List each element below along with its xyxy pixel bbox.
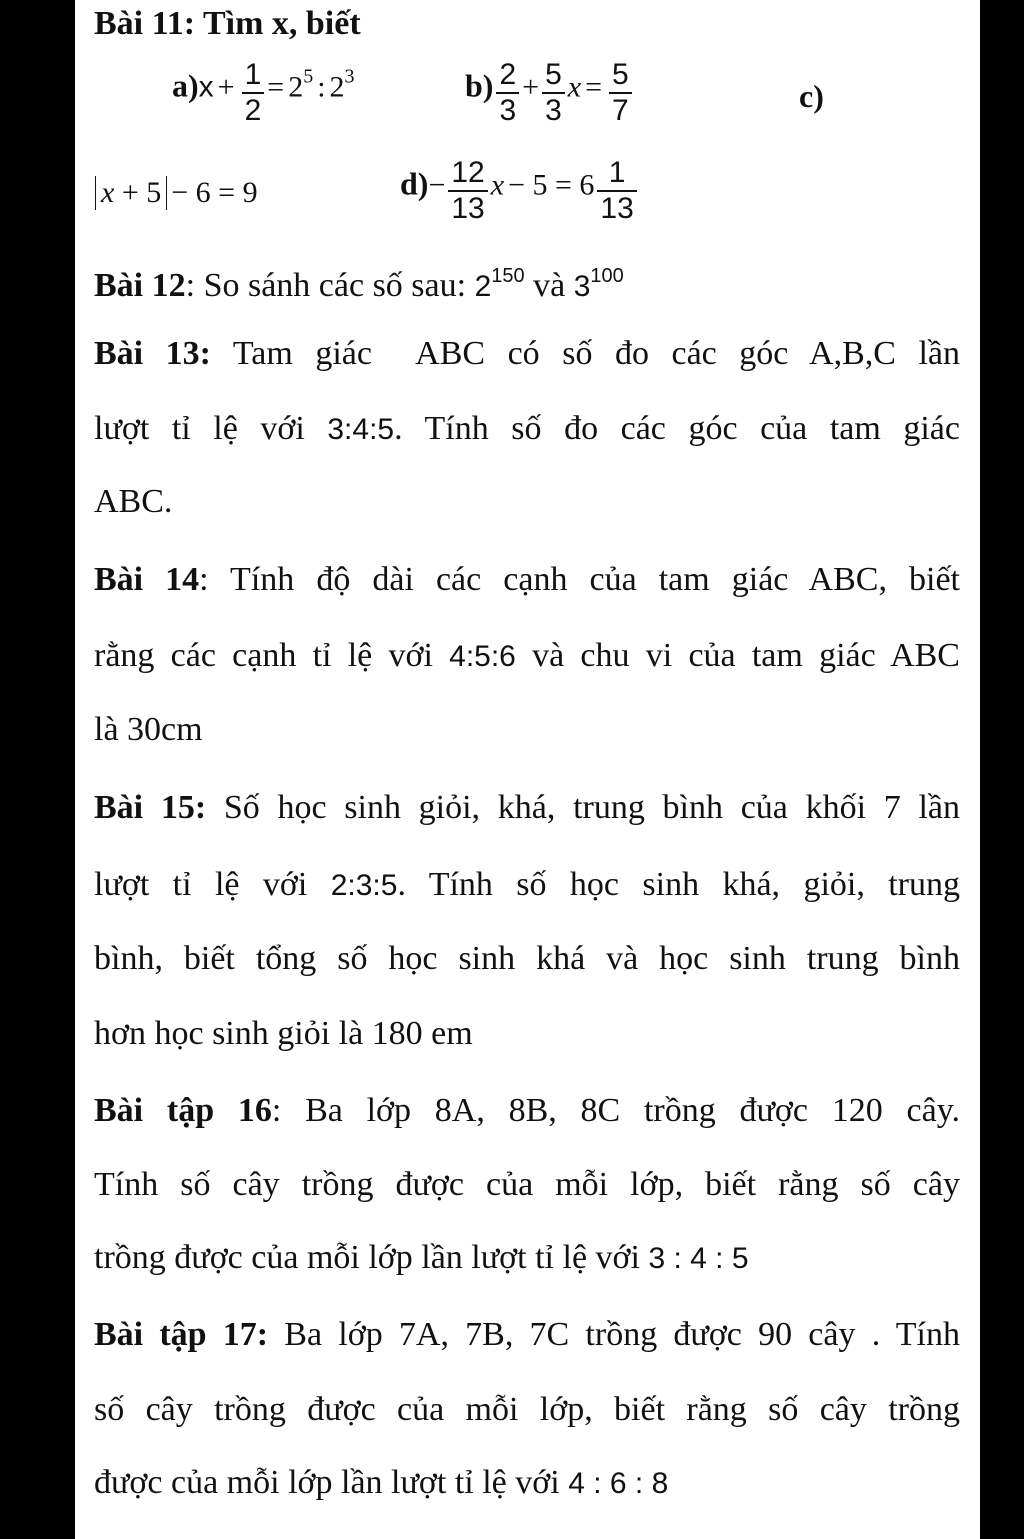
bai16-line-1 (94, 1091, 960, 1131)
bai14-ratio: 4:5:6 (449, 640, 516, 673)
equation-a-eq: = (267, 70, 285, 104)
bai14-line2-b: và chu vi của tam giác ABC (515, 637, 960, 674)
equation-b-f1-num: 2 (496, 58, 519, 94)
equation-d-mid: − 5 = 6 (508, 168, 595, 202)
bai15-line1-text: Số học sinh giỏi, khá, trung bình của khối 7 lần (206, 789, 960, 826)
bai16-line1-text: : Ba lớp 8A, 8B, 8C trồng được 120 cây. (271, 1092, 960, 1129)
bai14-line-2 (94, 636, 960, 677)
bai11-title (94, 4, 960, 44)
bai12-label: Bài 12 (94, 267, 186, 304)
bai11-title-text: Bài 11: Tìm x, biết (94, 5, 361, 42)
equation-c-label-wrap (799, 78, 824, 115)
bai15-line2-a: lượt tỉ lệ với (94, 866, 331, 903)
equation-b-eq: = (585, 70, 602, 104)
bai17-line3-a: được của mỗi lớp lần lượt tỉ lệ với (94, 1464, 569, 1501)
bai17-ratio: 4 : 6 : 8 (568, 1467, 669, 1500)
bai16-line-2: Tính số cây trồng được của mỗi lớp, biết rằng số cây (94, 1166, 960, 1203)
equation-b (465, 58, 635, 128)
equation-b-x: x (567, 70, 582, 104)
bai16-line3-a: trồng được của mỗi lớp lần lượt tỉ lệ với (94, 1239, 649, 1276)
equation-b-f3-den: 7 (612, 94, 629, 127)
equation-a-base1: 2 (288, 70, 304, 104)
bai15-ratio: 2:3:5 (330, 869, 398, 902)
bai12-conj: và (524, 267, 574, 304)
equation-a-x: x (198, 70, 214, 104)
equation-a-frac-den: 2 (244, 94, 262, 127)
bai13-line-2 (94, 409, 960, 450)
equation-c (95, 176, 258, 210)
bai13-ratio: 3:4:5 (327, 413, 395, 446)
equation-d-fraction (448, 156, 487, 226)
equation-d-f-num: 12 (448, 156, 487, 192)
bai12-base2: 3 (573, 270, 591, 303)
equation-b-f2-den: 3 (545, 94, 562, 127)
equation-a-label: a) (172, 67, 199, 104)
bai16-label: Bài tập 16 (94, 1092, 272, 1129)
bai15-line-4: hơn học sinh giỏi là 180 em (94, 1015, 473, 1052)
bai12-text: : So sánh các số sau: (185, 267, 475, 304)
bai17-line-1 (94, 1315, 960, 1355)
equation-a-frac-num: 1 (242, 58, 265, 94)
equation-d-label: d) (400, 165, 429, 202)
bai17-label: Bài tập 17: (94, 1316, 269, 1353)
equation-a-plus: + (217, 70, 235, 104)
bai14-line-1 (94, 560, 960, 600)
equation-b-plus: + (522, 70, 540, 104)
equation-a-colon: : (317, 70, 326, 104)
bai15-line2-b: . Tính số học sinh khá, giỏi, trung (397, 866, 960, 903)
equation-d-x: x (490, 168, 505, 202)
equation-c-abs-rest: + 5 (121, 176, 162, 209)
equation-c-x: x (101, 176, 115, 209)
bai14-line1-text: : Tính độ dài các cạnh của tam giác ABC, biết (199, 561, 960, 598)
equation-a (172, 58, 355, 128)
document-page (75, 0, 980, 1539)
bai12-base1: 2 (474, 270, 492, 303)
bai15-line-1 (94, 788, 960, 828)
equation-b-fraction-3 (609, 58, 632, 128)
bai12-exp2: 100 (590, 265, 624, 287)
equation-d (400, 156, 640, 226)
bai13-label: Bài 13: (94, 335, 211, 372)
bai15-label: Bài 15: (94, 789, 207, 826)
equation-b-label: b) (465, 67, 494, 104)
bai13-line-1 (94, 334, 960, 374)
equation-b-f3-num: 5 (609, 58, 632, 94)
bai14-line-3: là 30cm (94, 711, 203, 748)
bai16-ratio: 3 : 4 : 5 (648, 1242, 749, 1275)
equation-c-label: c) (799, 78, 824, 114)
bai13-line2-a: lượt tỉ lệ với (94, 410, 328, 447)
equation-b-f2-num: 5 (542, 58, 565, 94)
equation-c-absolute-value (95, 176, 167, 210)
bai13-line2-b: . Tính số đo các góc của tam giác (394, 410, 960, 447)
bai17-line1-text: Ba lớp 7A, 7B, 7C trồng được 90 cây . Tính (268, 1316, 960, 1353)
bai12-exp1: 150 (491, 265, 525, 287)
equation-a-base2: 2 (329, 70, 345, 104)
bai17-line-2: số cây trồng được của mỗi lớp, biết rằng số cây trồng (94, 1391, 960, 1428)
equation-d-mixed-den: 13 (600, 192, 634, 225)
bai16-line-3 (94, 1238, 960, 1279)
bai15-line-2 (94, 865, 960, 906)
bai17-line-3 (94, 1463, 960, 1504)
equation-b-fraction-2 (542, 58, 565, 128)
bai14-line2-a: rằng các cạnh tỉ lệ với (94, 637, 450, 674)
equation-a-fraction (242, 58, 265, 128)
bai13-line1-text: Tam giác ABC có số đo các góc A,B,C lần (210, 335, 961, 372)
bai12-line (94, 256, 960, 307)
equation-b-f1-den: 3 (499, 94, 517, 127)
equation-a-exp2: 3 (344, 65, 355, 88)
bai15-line-3: bình, biết tổng số học sinh khá và học sinh trung bình (94, 940, 960, 977)
equation-a-exp1: 5 (303, 65, 314, 88)
equation-d-f-den: 13 (451, 192, 485, 225)
bai14-label: Bài 14 (94, 561, 200, 598)
equation-d-mixed-num: 1 (597, 156, 636, 192)
equation-d-minus: − (428, 168, 446, 202)
bai13-line-3: ABC. (94, 483, 173, 520)
equation-c-rest: − 6 = 9 (171, 176, 258, 209)
equation-d-mixed-fraction (597, 156, 636, 226)
equation-b-fraction-1 (496, 58, 519, 128)
